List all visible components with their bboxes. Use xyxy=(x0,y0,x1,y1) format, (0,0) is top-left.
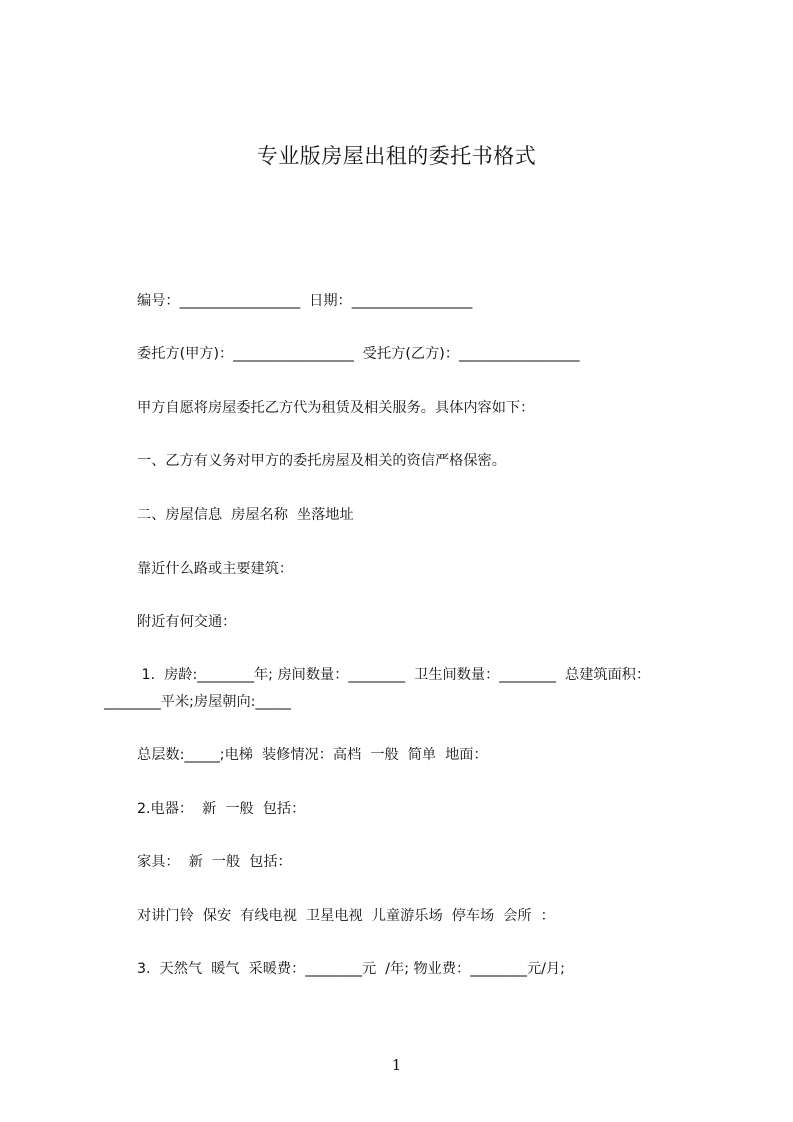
furniture-line: 家具： 新 一般 包括： xyxy=(137,854,292,870)
document-title: 专业版房屋出租的委托书格式 xyxy=(256,144,537,168)
floors-elevator-line: 总层数:_____;电梯 装修情况：高档 一般 简单 地面： xyxy=(137,747,488,763)
parties-line: 委托方(甲方)：_________________ 受托方(乙方)：_________________ xyxy=(137,346,580,362)
house-information-heading: 二、房屋信息 房屋名称 坐落地址 xyxy=(137,507,354,523)
house-details-line: 1. 房龄:________年; 房间数量：________ 卫生间数量：________ 总建筑面积： xyxy=(137,667,651,683)
nearby-road-line: 靠近什么路或主要建筑： xyxy=(137,561,294,577)
house-orientation-line: ________平米;房屋朝向:_____ xyxy=(104,694,291,710)
number-date-line: 编号：_________________ 日期：_________________ xyxy=(137,293,473,309)
confidentiality-clause: 一、乙方有义务对甲方的委托房屋及相关的资信严格保密。 xyxy=(137,453,506,469)
fees-line: 3. 天然气 暖气 采暖费：________元 /年; 物业费：________元/月; xyxy=(137,961,565,977)
facilities-line: 对讲门铃 保安 有线电视 卫星电视 儿童游乐场 停车场 会所 ： xyxy=(137,908,555,924)
appliances-line: 2.电器： 新 一般 包括： xyxy=(137,801,306,817)
traffic-line: 附近有何交通： xyxy=(137,614,237,630)
introduction-line: 甲方自愿将房屋委托乙方代为租赁及相关服务。具体内容如下： xyxy=(137,400,535,416)
page-number: 1 xyxy=(391,1056,402,1074)
